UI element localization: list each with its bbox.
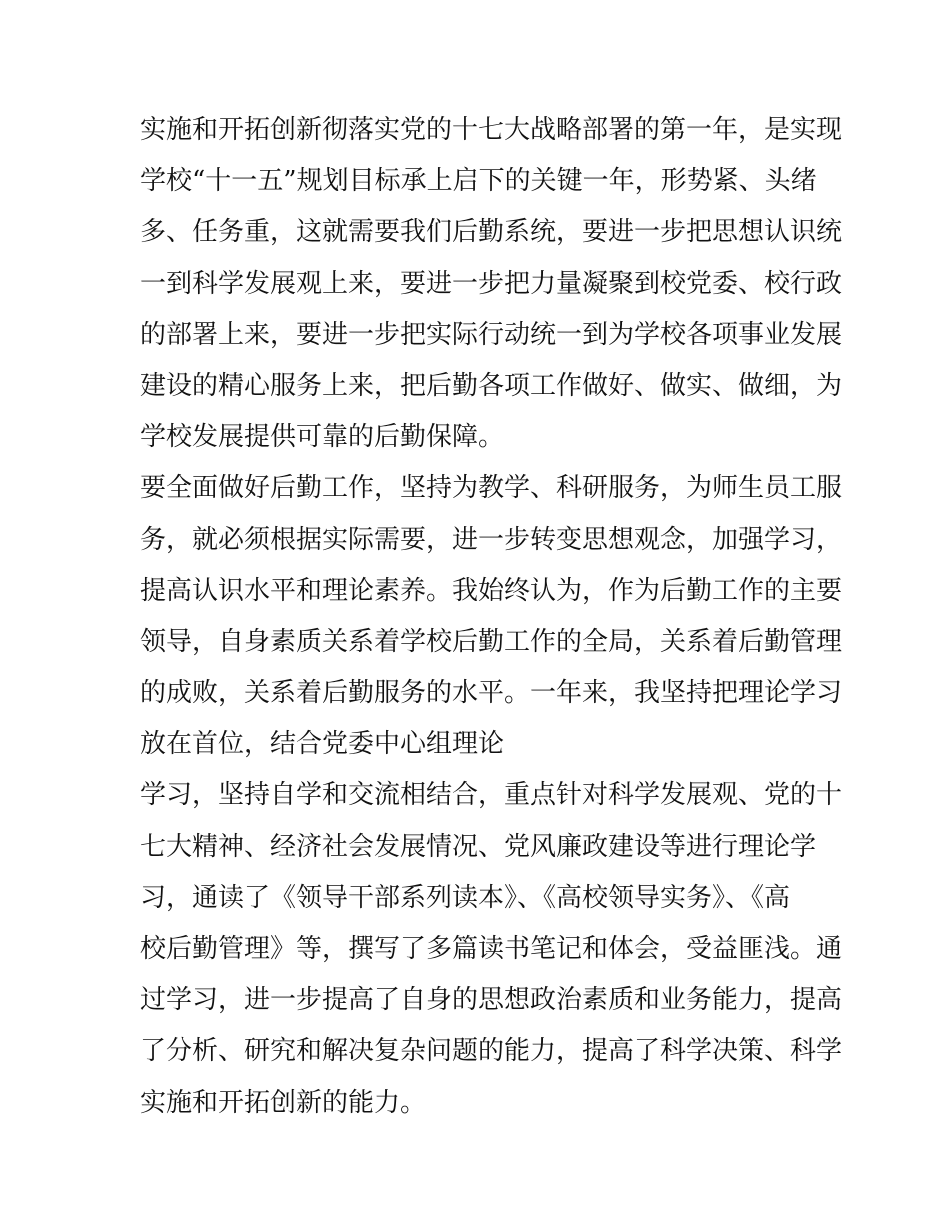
text-line: 校后勤管理》等，撰写了多篇读书笔记和体会，受益匪浅。通	[140, 934, 843, 964]
text-line: 过学习，进一步提高了自身的思想政治素质和业务能力，提高	[140, 985, 843, 1016]
text-line: 七大精神、经济社会发展情况、党风廉政建设等进行理论学	[140, 831, 817, 862]
text-line: 放在首位，结合党委中心组理论	[140, 729, 505, 760]
text-line: 务，就必须根据实际需要，进一步转变思想观念，加强学习，	[140, 524, 843, 555]
text-line: 习，通读了《领导干部系列读本》、《高校领导实务》、《高	[140, 882, 791, 913]
text-line: 的部署上来，要进一步把实际行动统一到为学校各项事业发展	[140, 319, 843, 350]
text-line: 要全面做好后勤工作，坚持为教学、科研服务，为师生员工服	[140, 473, 843, 504]
text-line: 实施和开拓创新的能力。	[140, 1087, 427, 1118]
body-text	[140, 105, 843, 1129]
text-line: 提高认识水平和理论素养。我始终认为，作为后勤工作的主要	[140, 575, 843, 606]
text-line: 一到科学发展观上来，要进一步把力量凝聚到校党委、校行政	[140, 268, 843, 299]
text-line: 多、任务重，这就需要我们后勤系统，要进一步把思想认识统	[140, 217, 843, 248]
text-line: 学校“十一五”规划目标承上启下的关键一年，形势紧、头绪	[140, 166, 817, 197]
text-line: 建设的精心服务上来，把后勤各项工作做好、做实、做细，为	[140, 370, 843, 401]
text-line: 了分析、研究和解决复杂问题的能力，提高了科学决策、科学	[140, 1036, 843, 1067]
text-line: 学校发展提供可靠的后勤保障。	[140, 422, 505, 453]
text-line: 领导，自身素质关系着学校后勤工作的全局，关系着后勤管理	[140, 626, 843, 657]
text-line: 学习，坚持自学和交流相结合，重点针对科学发展观、党的十	[140, 780, 843, 811]
text-line: 的成败，关系着后勤服务的水平。一年来，我坚持把理论学习	[140, 678, 843, 709]
text-line: 实施和开拓创新彻落实党的十七大战略部署的第一年，是实现	[140, 115, 843, 145]
